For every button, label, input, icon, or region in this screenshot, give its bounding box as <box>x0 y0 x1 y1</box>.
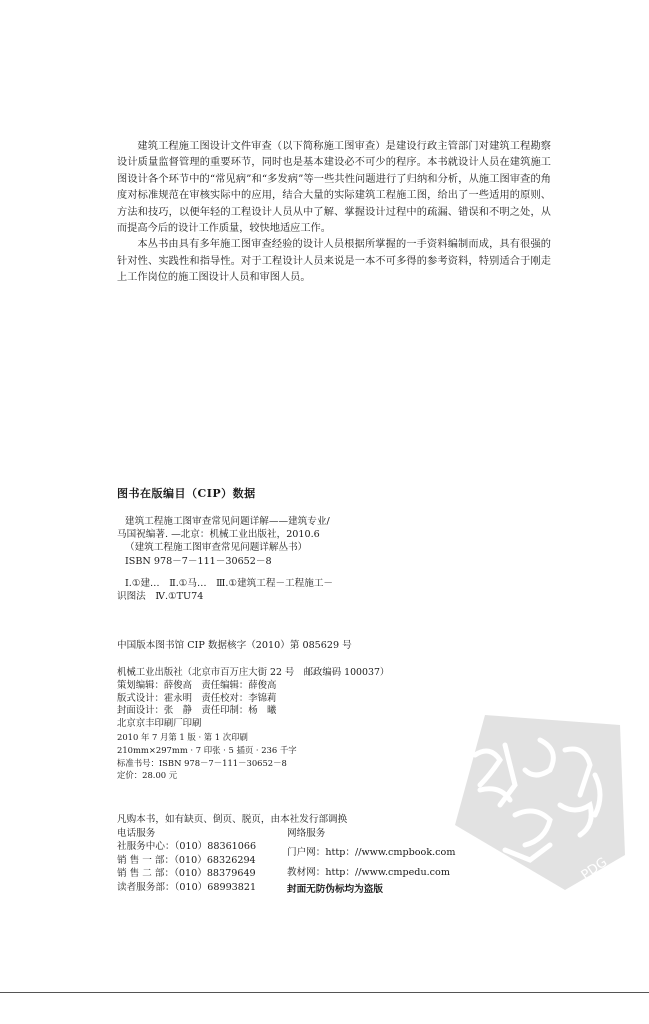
series-introduction <box>117 139 551 287</box>
publisher-address: 机械工业出版社（北京市百万庄大街 22 号 邮政编码 100037） <box>117 667 390 678</box>
cip-classification-line-2: 识图法 Ⅳ.①TU74 <box>117 591 204 603</box>
phone-sales-2: 销 售 二 部：（010）88379649 <box>117 868 256 879</box>
textbook-url: 教材网：http：//www.cmpedu.com <box>287 866 450 878</box>
editor-credits: 策划编辑：薛俊高 责任编辑：薛俊高 <box>117 679 277 691</box>
format-info: 210mm×297mm · 7 印张 · 5 插页 · 236 千字 <box>117 744 297 755</box>
cip-title-line: 建筑工程施工图审查常见问题详解——建筑专业/ <box>125 516 330 527</box>
cip-heading: 图书在版编目（CIP）数据 <box>117 487 256 500</box>
price: 定价：28.00 元 <box>117 770 178 781</box>
pdg-stamp-text: PDG <box>578 854 611 884</box>
edition-info: 2010 年 7 月第 1 版 · 第 1 次印刷 <box>117 731 248 742</box>
phone-service-column <box>117 827 287 897</box>
bottom-divider <box>0 992 649 993</box>
printer: 北京京丰印刷厂印刷 <box>117 718 202 730</box>
cip-record <box>117 515 537 603</box>
intro-paragraph-1: 建筑工程施工图设计文件审查（以下简称施工图审查）是建设行政主管部门对建筑工程勘察设计质量监督管理的重要环节，同时也是基本建设必不可少的程序。本书就设计人员在建筑施工图设计各个环节中的“常见病”和“多发病”等一些共性问题进行了归纳和分析，从施工图审查的角度对标准规范在审核实际中的应用，结合大量的实际建筑工程施工图，给出了一些适用的原则、方法和技巧，以便年轻的工程设计人员从中了解、掌握设计过程中的疏漏、错误和不明之处，从而提高今后的设计工作质量，较快地适应工作。 <box>117 141 551 235</box>
phone-reader-service: 读者服务部：（010）68993821 <box>117 881 257 893</box>
cip-classification-line: Ⅰ.①建… Ⅱ.①马… Ⅲ.①建筑工程－工程施工－ <box>125 577 334 589</box>
standard-book-number: 标准书号：ISBN 978－7－111－30652－8 <box>117 757 287 768</box>
layout-credits: 版式设计：霍永明 责任校对：李锦莉 <box>117 692 277 704</box>
cip-series-line: （建筑工程施工图审查常见问题详解丛书） <box>125 542 308 554</box>
cip-isbn-line: ISBN 978－7－111－30652－8 <box>125 555 272 567</box>
web-service-heading: 网络服务 <box>287 827 326 839</box>
phone-service-heading: 电话服务 <box>117 827 156 839</box>
phone-service-center: 社服务中心：（010）88361066 <box>117 841 257 852</box>
portal-url: 门户网：http：//www.cmpbook.com <box>287 847 456 858</box>
pdg-seal-stamp <box>445 705 635 895</box>
phone-sales-1: 销 售 一 部：（010）68326294 <box>117 854 256 866</box>
cover-credits: 封面设计：张 静 责任印制：杨 曦 <box>117 705 277 717</box>
anti-counterfeit-notice: 封面无防伪标均为盗版 <box>287 884 383 895</box>
cip-author-line: 马国祝编著. —北京：机械工业出版社，2010.6 <box>117 529 320 541</box>
cip-data-number: 中国版本图书馆 CIP 数据核字（2010）第 085629 号 <box>117 640 352 651</box>
return-notice: 凡购本书，如有缺页、倒页、脱页，由本社发行部调换 <box>117 814 348 825</box>
intro-paragraph-2: 本丛书由具有多年施工图审查经验的设计人员根据所掌握的一手资料编制而成，具有很强的针对性、实践性和指导性。对于工程设计人员来说是一本不可多得的参考资料，特别适合于刚走上工作岗位的施工图设计人员和审图人员。 <box>117 239 551 284</box>
